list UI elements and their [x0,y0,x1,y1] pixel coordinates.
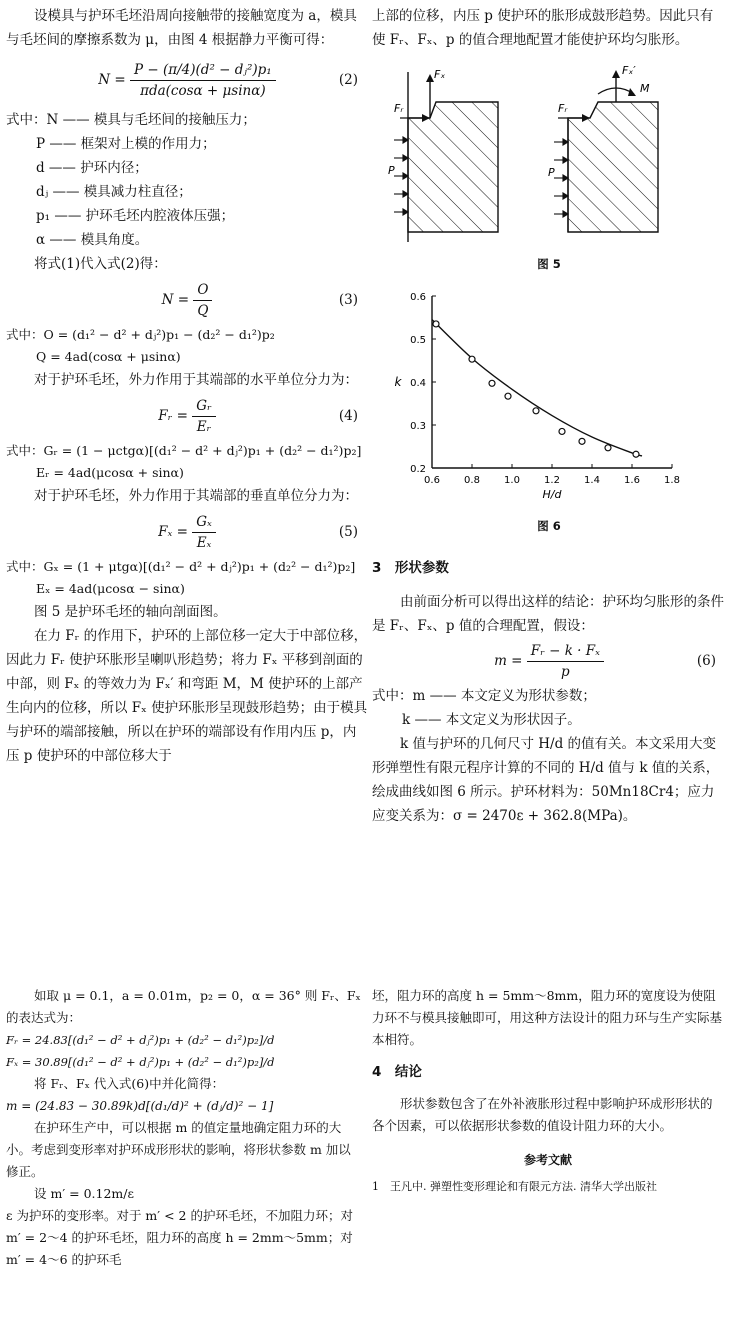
equation-lhs: N = [98,72,126,88]
y-tick-label: 0.4 [410,378,426,389]
denominator: Eₓ [196,535,212,551]
y-tick-label: 0.5 [410,335,426,346]
x-tick-label: 1.8 [664,475,680,486]
equation-number: (4) [338,408,358,424]
data-point [559,428,565,434]
paragraph: k 值与护环的几何尺寸 H/d 的值有关。本文采用大变形弹塑性有限元程序计算的不同的 H/d 值与 k 值的关系，绘成曲线如图 6 所示。护环材料为：50Mn18Cr4；应力应变关系为：σ = 2470ε + 362.8(MPa)。 [372,736,720,824]
section-heading: 4 结论 [372,1064,422,1080]
x-tick-label: 1.0 [504,475,520,486]
paragraph: 如取 μ = 0.1，a = 0.01m，p₂ = 0，α = 36° 则 Fᵣ、Fₓ 的表达式为： [6,988,361,1025]
numerator: Gₓ [192,512,216,533]
data-point [533,408,539,414]
label-p: P [388,164,395,177]
formula-line: Fₓ = 30.89[(d₁² − d² + dⱼ²)p₁ + (d₂² − d₁²)p₂]/d [6,1055,275,1069]
x-axis-label: H/d [542,488,562,501]
x-tick-label: 0.8 [464,475,480,486]
equation-fraction [193,280,212,321]
formula-line: m = (24.83 − 30.89k)d[(d₁/d)² + (dⱼ/d)² − 1] [6,1099,274,1113]
denominator: Q [197,303,209,319]
pressure-arrows [394,137,408,215]
label-fx-prime: Fₓ′ [622,64,636,77]
x-tick-label: 0.6 [424,475,440,486]
y-tick-label: 0.3 [410,421,426,432]
data-point [489,380,495,386]
reference-item: 1 王凡中. 弹塑性变形理论和有限元方法. 清华大学出版社 [372,1180,657,1193]
x-tick-label: 1.6 [624,475,640,486]
equation-4 [6,392,368,440]
definition: d —— 护环内径； [36,160,148,176]
paragraph: 对于护环毛坯，外力作用于其端部的垂直单位分力为： [34,488,358,504]
paragraph: 将 Fᵣ、Fₓ 代入式(6)中并化简得： [34,1076,225,1091]
data-point [505,393,511,399]
label-fr: Fᵣ [394,102,404,115]
definition: 式中：O = (d₁² − d² + dⱼ²)p₁ − (d₂² − d₁²)p₂ [6,327,275,342]
definition: k —— 本文定义为形状因子。 [402,712,581,728]
left-column-bottom [6,985,362,1271]
right-column-top [372,4,726,828]
definition: p₁ —— 护环毛坯内腔液体压强； [36,208,235,224]
section-right [548,64,658,232]
label-fr: Fᵣ [558,102,568,115]
paragraph: 图 5 是护环毛坯的轴向剖面图。 [34,604,227,620]
numerator: Gᵣ [192,396,215,417]
references-heading: 参考文献 [523,1153,572,1167]
label-fx: Fₓ [434,68,446,81]
data-point [633,451,639,457]
y-tick-label: 0.6 [410,292,426,303]
data-point [433,321,439,327]
numerator: Fᵣ − k · Fₓ [527,641,604,662]
figure-5 [372,62,726,252]
definition: α —— 模具角度。 [36,232,149,248]
equation-number: (6) [696,653,716,669]
chart-fit-curve [432,320,642,456]
equation-lhs: m = [494,653,523,669]
definition: 式中：m —— 本文定义为形状参数； [372,688,596,704]
equation-lhs: N = [161,292,190,308]
numerator: P − (π/4)(d² − dⱼ²)p₁ [130,60,276,81]
equation-lhs: Fₓ = [158,524,188,540]
paragraph: 将式(1)代入式(2)得： [34,256,167,272]
paragraph: 上部的位移，内压 p 使护环的胀形成鼓形趋势。因此只有使 Fᵣ、Fₓ、p 的值合理地配置才能使护环均匀胀形。 [372,8,714,48]
numerator: O [193,280,212,301]
data-point [579,438,585,444]
x-tick-label: 1.4 [584,475,600,486]
y-axis-label: k [394,375,402,389]
paragraph: 设 m′ = 0.12m/ε [34,1186,134,1201]
x-tick-label: 1.2 [544,475,560,486]
denominator: p [561,664,570,680]
chart-axes [432,296,672,468]
paragraph: 坯，阻力环的高度 h = 5mm～8mm，阻力环的宽度设为使阻力环不与模具接触即可，用这种方法设计的阻力环与生产实际基本相符。 [372,988,723,1047]
paragraph: 设模具与护环毛坯沿周向接触带的接触宽度为 a，模具与毛坯间的摩擦系数为 μ，由图 4 根据静力平衡可得： [6,8,357,48]
definition: 式中：Gᵣ = (1 − μctgα)[(d₁² − d² + dⱼ²)p₁ + (d₂² − d₁²)p₂] [6,443,362,458]
chart-ticks [410,292,680,486]
paragraph: 在护环生产中，可以根据 m 的值定量地确定阻力环的大小。考虑到变形率对护环成形形状的影响，将形状参数 m 加以修正。 [6,1120,351,1179]
paragraph: 对于护环毛坯，外力作用于其端部的水平单位分力为： [34,372,358,388]
denominator: πda(cosα + μsinα) [140,83,266,99]
definition: Eₓ = 4ad(μcosα − sinα) [36,581,185,596]
paragraph: 在力 Fᵣ 的作用下，护环的上部位移一定大于中部位移，因此力 Fᵣ 使护环胀形呈喇叭形趋势；将力 Fₓ 平移到剖面的中部，则 Fₓ 的等效力为 Fₓ′ 和弯距 M，M 使护环的上部产生向内的位移，所以 Fₓ 使护环胀形呈现鼓形趋势；由于模具与护环的端部接触，所以在护环的端部设有作用内压 p，内压 p 使护环的中部位移大于 [6,628,368,764]
section-heading: 3 形状参数 [372,560,449,576]
equation-fraction [192,512,216,553]
data-point [605,445,611,451]
equation-number: (3) [338,292,358,308]
figure-5-caption: 图 5 [537,257,561,271]
pressure-arrows [554,139,568,217]
equation-lhs: Fᵣ = [158,408,188,424]
equation-fraction [527,641,604,682]
left-column-top [6,4,368,768]
equation-5 [6,508,368,556]
definition: Q = 4ad(cosα + μsinα) [36,349,181,364]
equation-number: (5) [338,524,358,540]
chart-points [433,321,639,457]
equation-fraction [130,60,276,101]
definition: P —— 框架对上模的作用力； [36,136,216,152]
equation-3 [6,276,368,324]
figure-6-chart [372,282,726,512]
equation-6 [372,638,726,684]
y-tick-label: 0.2 [410,464,426,475]
paragraph: 形状参数包含了在外补液胀形过程中影响护环成形形状的各个因素，可以依据形状参数的值设计阻力环的大小。 [372,1096,713,1133]
label-p: P [548,166,555,179]
section-left [388,68,498,242]
equation-number: (2) [338,72,358,88]
equation-fraction [192,396,215,437]
paragraph: ε 为护环的变形率。对于 m′ < 2 的护环毛坯，不加阻力环；对 m′ = 2～4 的护环毛坯，阻力环的高度 h = 2mm～5mm；对 m′ = 4～6 的护环毛 [6,1208,353,1267]
denominator: Eᵣ [196,419,212,435]
label-m: M [640,82,650,95]
definition: Eᵣ = 4ad(μcosα + sinα) [36,465,184,480]
equation-2 [6,52,368,108]
definition: dⱼ —— 模具减力柱直径； [36,184,192,200]
figure-6-caption: 图 6 [537,519,561,533]
definition: 式中：N —— 模具与毛坯间的接触压力； [6,112,256,128]
paragraph: 由前面分析可以得出这样的结论：护环均匀胀形的条件是 Fᵣ、Fₓ、p 值的合理配置，假设： [372,594,724,634]
definition: 式中：Gₓ = (1 + μtgα)[(d₁² − d² + dⱼ²)p₁ + (d₂² − d₁²)p₂] [6,559,356,574]
data-point [469,356,475,362]
formula-line: Fᵣ = 24.83[(d₁² − d² + dⱼ²)p₁ + (d₂² − d₁²)p₂]/d [6,1033,275,1047]
right-column-bottom [372,985,724,1197]
